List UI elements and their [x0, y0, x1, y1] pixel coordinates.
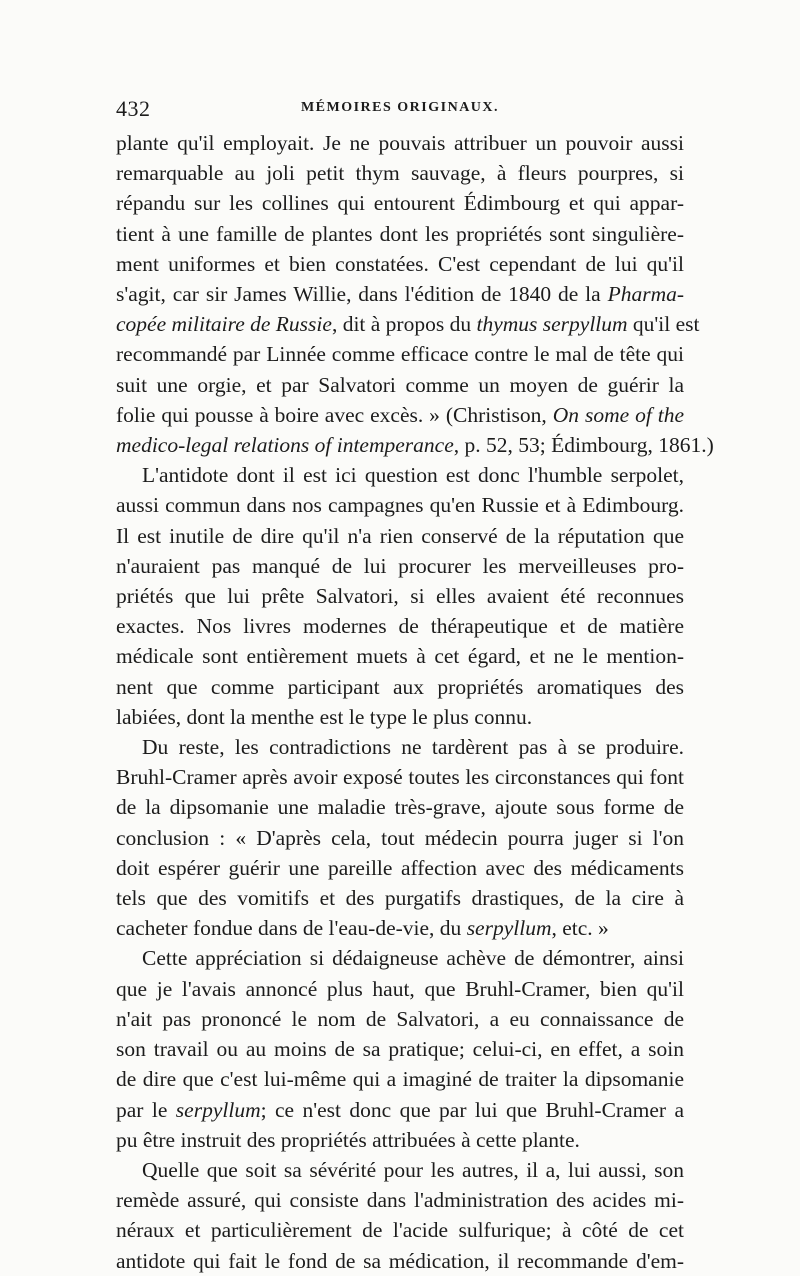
text-line: aussi commun dans nos campagnes qu'en Russie et à Edimbourg. — [116, 493, 684, 518]
text-line: que je l'avais annoncé plus haut, que Bruhl-Cramer, bien qu'il — [116, 976, 684, 1001]
text-line: tient à une famille de plantes dont les propriétés sont singulière- — [116, 221, 684, 246]
text-line: Cette appréciation si dédaigneuse achève de démontrer, ainsi — [142, 946, 684, 971]
text-line: son travail ou au moins de sa pratique; celui-ci, en effet, a soin — [116, 1037, 684, 1062]
text-line: folie qui pousse à boire avec excès. » (Christison, On some of the — [116, 402, 684, 427]
text-line: pu être instruit des propriétés attribuées à cette plante. — [116, 1127, 580, 1152]
text-line: de la dipsomanie une maladie très-grave, ajoute sous forme de — [116, 795, 684, 820]
page-number: 432 — [116, 96, 151, 121]
text-line: recommandé par Linnée comme efficace contre le mal de tête qui — [116, 342, 684, 367]
text-line: labiées, dont la menthe est le type le plus connu. — [116, 704, 533, 729]
text-line: cacheter fondue dans de l'eau-de-vie, du serpyllum, etc. » — [116, 916, 609, 941]
paragraph — [116, 732, 684, 943]
text-line: de dire que c'est lui-même qui a imaginé de traiter la dipsomanie — [116, 1067, 684, 1092]
text-line: priétés que lui prête Salvatori, si elles avaient été reconnues — [116, 584, 684, 609]
text-line: remarquable au joli petit thym sauvage, à fleurs pourpres, si — [116, 161, 684, 186]
paragraph — [116, 943, 684, 1154]
paragraph — [116, 1155, 684, 1276]
text-line: plante qu'il employait. Je ne pouvais attribuer un pouvoir aussi — [116, 131, 684, 155]
text-line: nent que comme participant aux propriétés aromatiques des — [116, 674, 684, 699]
text-line: Du reste, les contradictions ne tardèrent pas à se produire. — [142, 735, 684, 760]
text-line: Quelle que soit sa sévérité pour les autres, il a, lui aussi, son — [142, 1157, 684, 1182]
text-line: ment uniformes et bien constatées. C'est cependant de lui qu'il — [116, 251, 684, 276]
text-line: L'antidote dont il est ici question est donc l'humble serpolet, — [142, 463, 684, 488]
text-line: répandu sur les collines qui entourent Édimbourg et qui appar- — [116, 191, 684, 216]
text-line: Il est inutile de dire qu'il n'a rien conservé de la réputation que — [116, 523, 684, 548]
paragraph — [116, 460, 684, 732]
body-text — [116, 128, 714, 1276]
text-line: s'agit, car sir James Willie, dans l'édition de 1840 de la Pharma- — [116, 282, 684, 307]
text-line: n'auraient pas manqué de lui procurer les merveilleuses pro- — [116, 553, 684, 578]
text-line: suit une orgie, et par Salvatori comme un moyen de guérir la — [116, 372, 684, 397]
text-line: tels que des vomitifs et des purgatifs drastiques, de la cire à — [116, 886, 684, 911]
running-title: MÉMOIRES ORIGINAUX. — [300, 100, 500, 115]
page-header — [116, 96, 684, 126]
text-line: medico-legal relations of intemperance, p. 52, 53; Édimbourg, 1861.) — [116, 433, 714, 458]
text-line: exactes. Nos livres modernes de thérapeutique et de matière — [116, 614, 684, 639]
text-line: par le serpyllum; ce n'est donc que par lui que Bruhl-Cramer a — [116, 1097, 685, 1122]
page — [116, 96, 714, 1276]
text-line: médicale sont entièrement muets à cet égard, et ne le mention- — [116, 644, 684, 669]
text-line: doit espérer guérir une pareille affection avec des médicaments — [116, 855, 684, 880]
text-line: remède assuré, qui consiste dans l'administration des acides mi- — [116, 1188, 684, 1213]
paragraph — [116, 128, 714, 460]
text-line: Bruhl-Cramer après avoir exposé toutes les circonstances qui font — [116, 765, 684, 790]
text-line: copée militaire de Russie, dit à propos du thymus serpyllum qu'il est — [116, 312, 700, 337]
text-line: néraux et particulièrement de l'acide sulfurique; à côté de cet — [116, 1218, 684, 1243]
text-line: n'ait pas prononcé le nom de Salvatori, a eu connaissance de — [116, 1006, 684, 1031]
text-line: conclusion : « D'après cela, tout médecin pourra juger si l'on — [116, 825, 684, 850]
text-line: antidote qui fait le fond de sa médication, il recommande d'em- — [116, 1248, 684, 1273]
